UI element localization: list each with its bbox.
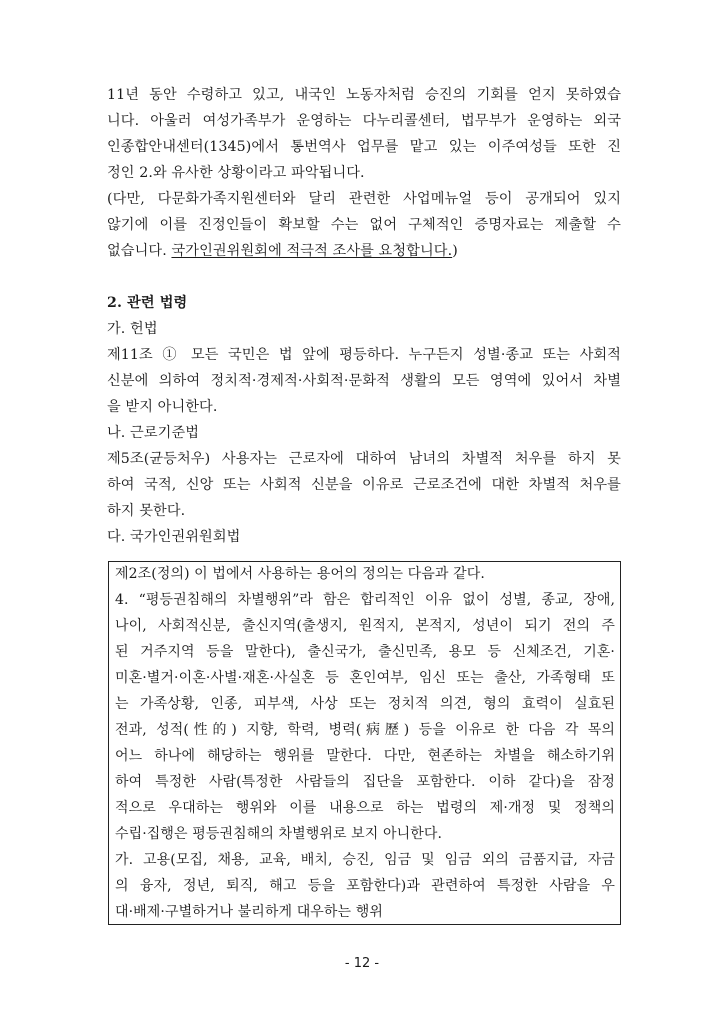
box-line-2: 4. “평등권침해의 차별행위”라 함은 합리적인 이유 없이 성별, 종교, 장애,: [115, 592, 615, 608]
intro-line-7: [107, 241, 621, 261]
box-line-3: 나이, 사회적신분, 출신지역(출생지, 원적지, 본적지, 성년이 되기 전의 주: [115, 618, 615, 634]
box-line-13: 의 융자, 정년, 퇴직, 해고 등을 포함한다)과 관련하여 특정한 사람을 우: [115, 878, 615, 894]
box-line-11: 수립·집행은 평등권침해의 차별행위로 보지 아니한다.: [115, 826, 443, 842]
page-number: - 12 -: [344, 956, 380, 971]
intro-line-6: 않기에 이를 진정인들이 확보할 수는 없어 구체적인 증명자료는 제출할 수: [107, 217, 621, 233]
box-line-6: 는 가족상황, 인종, 피부색, 사상 또는 정치적 의견, 형의 효력이 실효된: [115, 696, 615, 712]
box-line-4: 된 거주지역 등을 말한다), 출신국가, 출신민족, 용모 등 신체조건, 기혼·: [115, 644, 615, 660]
intro-line-3: 인종합안내센터(1345)에서 통번역사 업무를 맡고 있는 이주여성들 또한 진: [107, 139, 621, 155]
box-line-1: 제2조(정의) 이 법에서 사용하는 용어의 정의는 다음과 같다.: [115, 566, 485, 582]
subheading-labor-standards-act: 나. 근로기준법: [107, 425, 200, 441]
section-heading: 2. 관련 법령: [107, 295, 188, 311]
article-11-line-1: 제11조 ① 모든 국민은 법 앞에 평등하다. 누구든지 성별·종교 또는 사회적: [107, 347, 621, 363]
article-11-line-2: 신분에 의하여 정치적·경제적·사회적·문화적 생활의 모든 영역에 있어서 차별: [107, 373, 621, 389]
intro-line-7-suffix: ): [452, 243, 458, 259]
intro-line-4: 정인 2.와 유사한 상황이라고 파악됩니다.: [107, 165, 365, 181]
box-line-14: 대·배제·구별하거나 불리하게 대우하는 행위: [115, 904, 383, 920]
subheading-constitution: 가. 헌법: [107, 321, 158, 337]
article-5-line-3: 하지 못한다.: [107, 503, 186, 519]
subheading-human-rights-commission-act: 다. 국가인권위원회법: [107, 529, 241, 545]
box-line-10: 적으로 우대하는 행위와 이를 내용으로 하는 법령의 제·개정 및 정책의: [115, 800, 615, 816]
article-5-line-2: 하여 국적, 신앙 또는 사회적 신분을 이유로 근로조건에 대한 차별적 처우를: [107, 477, 621, 493]
box-line-12: 가. 고용(모집, 채용, 교육, 배치, 승진, 임금 및 임금 외의 금품지급, 자금: [115, 852, 615, 868]
intro-line-5: (다만, 다문화가족지원센터와 달리 관련한 사업메뉴얼 등이 공개되어 있지: [107, 191, 621, 207]
article-5-line-1: 제5조(균등처우) 사용자는 근로자에 대하여 남녀의 차별적 처우를 하지 못: [107, 451, 621, 467]
box-line-8: 어느 하나에 해당하는 행위를 말한다. 다만, 현존하는 차별을 해소하기위: [115, 748, 615, 764]
box-line-5: 미혼·별거·이혼·사별·재혼·사실혼 등 혼인여부, 임신 또는 출산, 가족형태 또: [115, 670, 615, 686]
article-11-line-3: 을 받지 아니한다.: [107, 399, 218, 415]
intro-line-7-prefix: 없습니다.: [107, 243, 172, 259]
investigation-request: 국가인권위원회에 적극적 조사를 요청합니다.: [171, 243, 453, 259]
box-line-9: 하여 특정한 사람(특정한 사람들의 집단을 포함한다. 이하 같다)을 잠정: [115, 774, 615, 790]
intro-line-2: 니다. 아울러 여성가족부가 운영하는 다누리콜센터, 법무부가 운영하는 외국: [107, 113, 621, 129]
intro-line-1: 11년 동안 수령하고 있고, 내국인 노동자처럼 승진의 기회를 얻지 못하였습: [107, 87, 621, 103]
box-line-7: 전과, 성적(性的) 지향, 학력, 병력(病歷) 등을 이유로 한 다음 각 목의: [115, 722, 615, 738]
article-2-quote-box: [108, 561, 621, 925]
